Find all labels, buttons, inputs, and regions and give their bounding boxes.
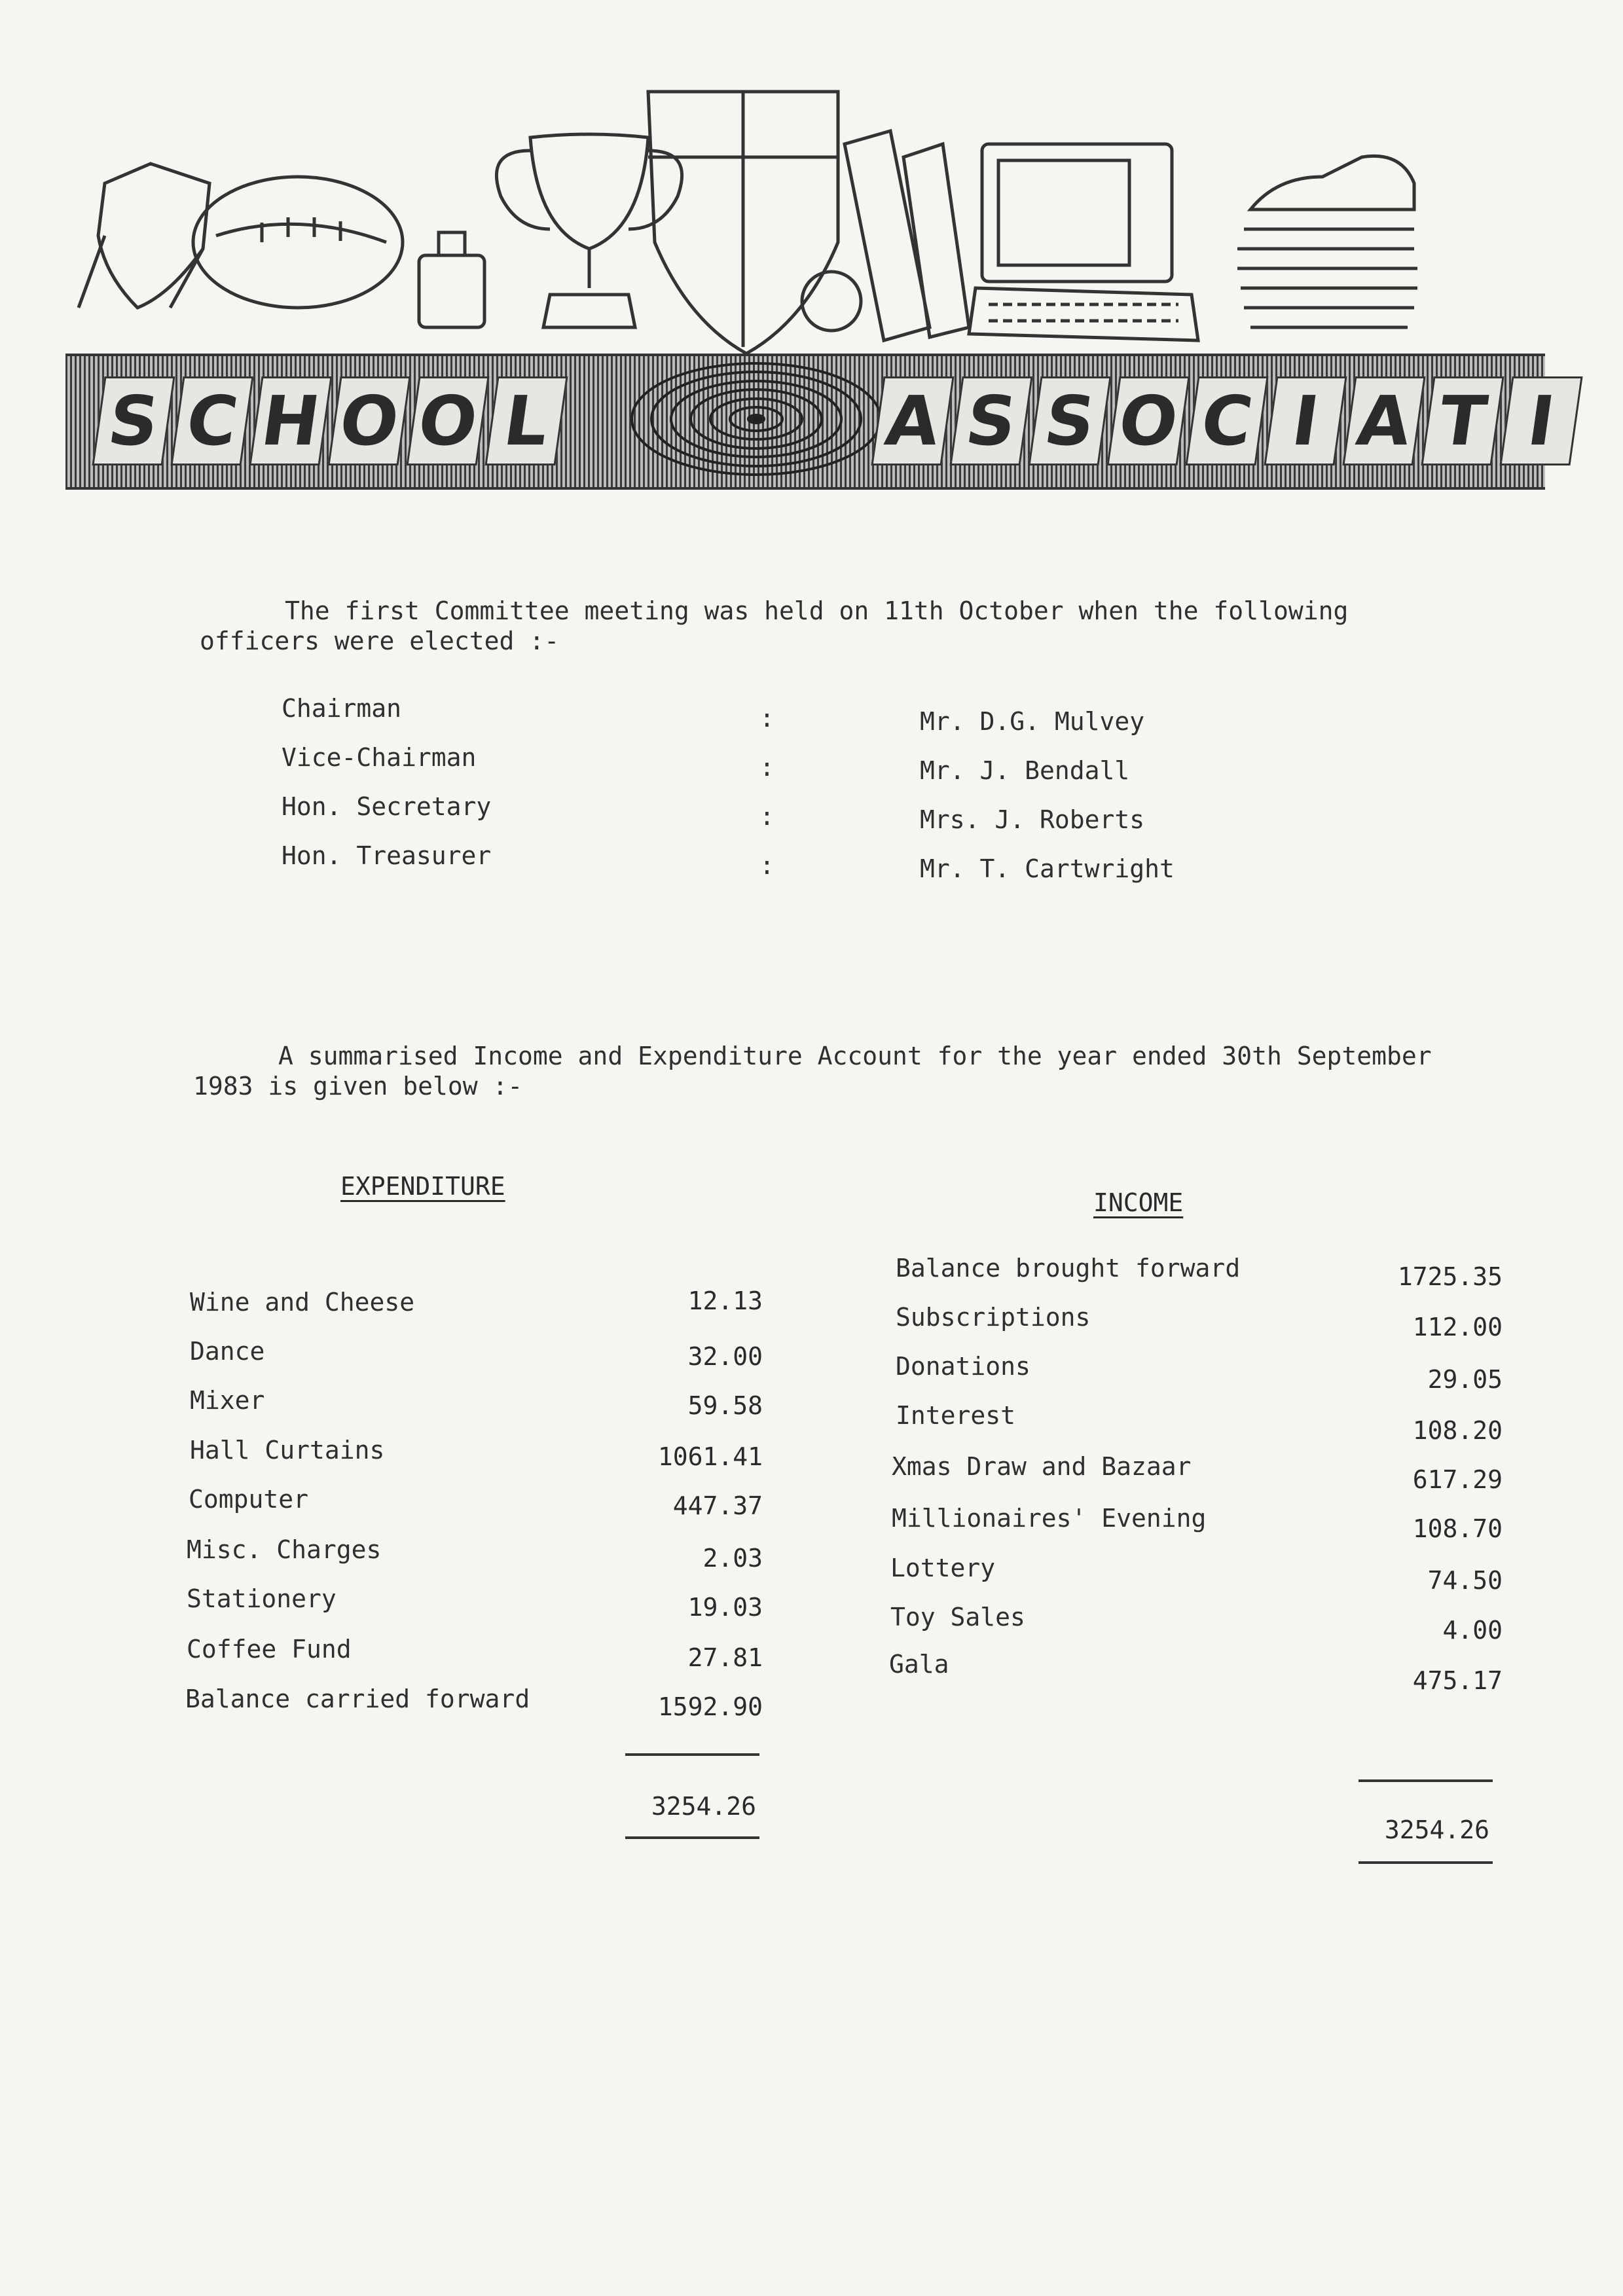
banner-letter: S	[92, 376, 175, 465]
banner-letter: C	[170, 376, 253, 465]
banner-letter: O	[327, 376, 410, 465]
income-total-rule-top	[1359, 1779, 1493, 1782]
ink-bottle-icon	[419, 255, 484, 327]
income-total: 3254.26	[1384, 1815, 1489, 1844]
computer-icon	[982, 144, 1172, 282]
officer-separator: :	[759, 802, 775, 831]
income-amount: 108.20	[1412, 1416, 1503, 1445]
banner-letter: A	[1342, 376, 1425, 465]
expenditure-amount: 32.00	[687, 1342, 763, 1371]
officer-separator: :	[759, 851, 775, 880]
papers-stack-icon	[1237, 229, 1417, 327]
officer-separator: :	[759, 753, 775, 782]
expenditure-amount: 2.03	[702, 1544, 763, 1573]
banner-letter: S	[949, 376, 1032, 465]
officer-role: Vice-Chairman	[282, 743, 477, 772]
expenditure-label: Misc. Charges	[187, 1535, 382, 1564]
banner-letter: L	[484, 376, 568, 465]
expenditure-amount: 447.37	[672, 1491, 763, 1520]
banner-letter: T	[1421, 376, 1504, 465]
income-label: Subscriptions	[896, 1303, 1091, 1332]
banner-letter: A	[871, 376, 954, 465]
expenditure-total-rule-top	[625, 1753, 759, 1756]
officer-name: Mr. J. Bendall	[920, 756, 1130, 785]
income-amount: 1725.35	[1397, 1262, 1503, 1291]
income-total-rule-bottom	[1359, 1861, 1493, 1864]
income-label: Xmas Draw and Bazaar	[892, 1452, 1192, 1481]
ball-icon	[802, 272, 861, 331]
banner-letter: O	[1106, 376, 1190, 465]
income-amount: 617.29	[1412, 1465, 1503, 1494]
bullseye-icon	[625, 360, 887, 478]
income-amount: 475.17	[1412, 1666, 1503, 1695]
banner-word-association	[877, 376, 1577, 462]
expenditure-total-rule-bottom	[625, 1836, 759, 1839]
expenditure-amount: 1061.41	[657, 1442, 763, 1471]
banner-letter: S	[1028, 376, 1111, 465]
expenditure-label: Hall Curtains	[190, 1436, 385, 1465]
income-label: Lottery	[890, 1554, 996, 1582]
officer-role: Hon. Treasurer	[282, 841, 492, 870]
shoe-icon	[1250, 156, 1414, 210]
income-label: Interest	[896, 1401, 1016, 1430]
income-amount: 112.00	[1412, 1313, 1503, 1341]
expenditure-label: Computer	[189, 1485, 309, 1514]
banner-letter: H	[249, 376, 332, 465]
expenditure-total: 3254.26	[651, 1792, 756, 1821]
officer-role: Chairman	[282, 694, 402, 723]
income-amount: 108.70	[1412, 1514, 1503, 1543]
expenditure-amount: 1592.90	[657, 1692, 763, 1721]
trophy-icon	[530, 134, 648, 249]
expenditure-label: Wine and Cheese	[190, 1288, 415, 1317]
officer-separator: :	[759, 704, 775, 733]
officer-name: Mrs. J. Roberts	[920, 805, 1145, 834]
banner-letter: I	[1264, 376, 1347, 465]
officer-role: Hon. Secretary	[282, 792, 492, 821]
expenditure-label: Coffee Fund	[187, 1635, 352, 1664]
expenditure-amount: 12.13	[687, 1286, 763, 1315]
expenditure-label: Balance carried forward	[185, 1685, 530, 1713]
banner-letter: C	[1185, 376, 1268, 465]
account-intro-paragraph: A summarised Income and Expenditure Account for the year ended 30th September 1983 is given below :-	[193, 1042, 1432, 1101]
income-label: Toy Sales	[890, 1603, 1025, 1631]
expenditure-label: Dance	[190, 1337, 265, 1366]
intro-paragraph: The first Committee meeting was held on 11th October when the following officers were elected :-	[200, 596, 1349, 655]
expenditure-amount: 27.81	[687, 1643, 763, 1672]
expenditure-label: Stationery	[187, 1584, 337, 1613]
expenditure-amount: 59.58	[687, 1391, 763, 1420]
expenditure-amount: 19.03	[687, 1593, 763, 1622]
income-heading: INCOME	[1093, 1188, 1184, 1217]
expenditure-heading: EXPENDITURE	[340, 1172, 505, 1201]
officer-name: Mr. D.G. Mulvey	[920, 707, 1145, 736]
income-amount: 29.05	[1427, 1365, 1503, 1394]
income-label: Donations	[896, 1352, 1030, 1381]
banner-word-school	[98, 376, 562, 462]
income-label: Gala	[889, 1650, 949, 1679]
rugby-ball-icon	[193, 177, 403, 308]
expenditure-label: Mixer	[190, 1386, 265, 1415]
books-icon	[845, 131, 969, 340]
income-amount: 74.50	[1427, 1566, 1503, 1595]
banner-letter: I	[1499, 376, 1582, 465]
income-label: Millionaires' Evening	[892, 1504, 1207, 1533]
income-amount: 4.00	[1442, 1616, 1503, 1645]
income-label: Balance brought forward	[896, 1254, 1241, 1283]
officer-name: Mr. T. Cartwright	[920, 854, 1175, 883]
banner-letter: O	[406, 376, 489, 465]
